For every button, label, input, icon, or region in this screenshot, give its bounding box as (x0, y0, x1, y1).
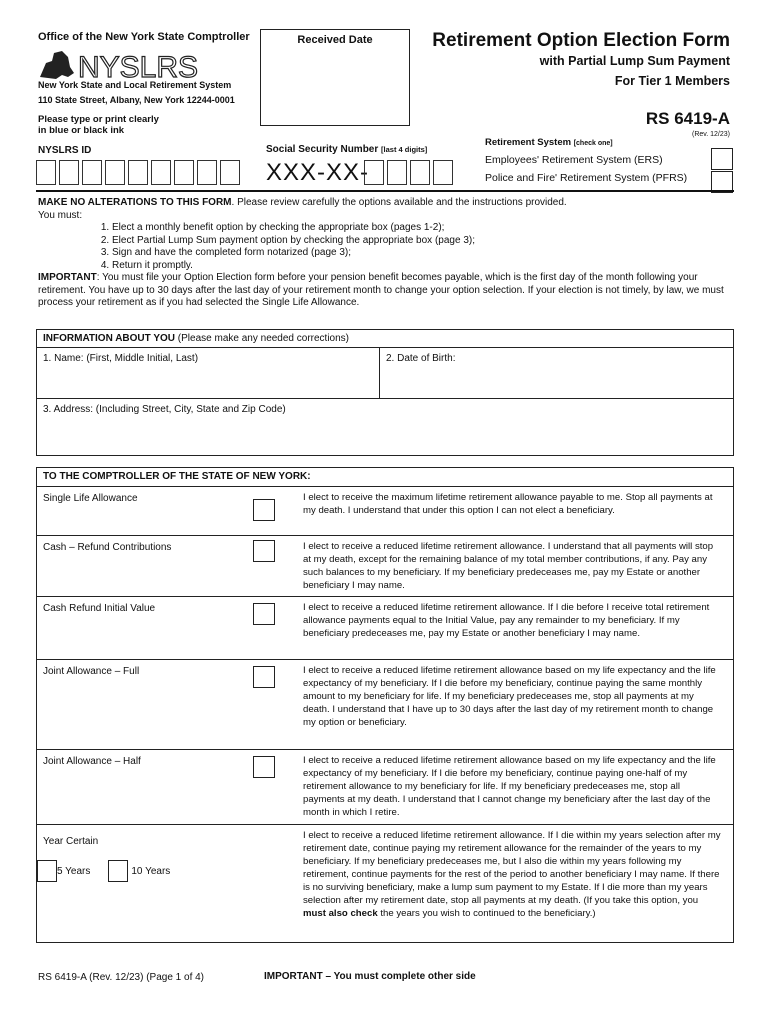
id-digit-box[interactable] (197, 160, 217, 185)
joint-allowance-full-checkbox[interactable] (253, 666, 275, 688)
new-york-state-shape-icon (40, 51, 74, 79)
joint-allowance-half-checkbox[interactable] (253, 756, 275, 778)
id-digit-box[interactable] (128, 160, 148, 185)
ers-label: Employees' Retirement System (ERS) (485, 154, 663, 166)
single-life-checkbox[interactable] (253, 499, 275, 521)
five-years-label: 5 Years (57, 865, 91, 877)
option-label: Joint Allowance – Full (43, 666, 140, 677)
system-address: 110 State Street, Albany, New York 12244-0001 (38, 95, 235, 105)
received-date-box (260, 29, 410, 126)
five-years-checkbox[interactable] (37, 860, 57, 882)
cash-refund-contributions-checkbox[interactable] (253, 540, 275, 562)
info-section (36, 329, 734, 456)
ten-years-checkbox[interactable] (108, 860, 128, 882)
instruction-step: 1. Elect a monthly benefit option by checking the appropriate box (pages 1-2); (112, 222, 734, 235)
info-heading-bold: INFORMATION ABOUT YOU (43, 333, 176, 344)
received-date-label: Received Date (297, 34, 373, 46)
ssn-digit-box[interactable] (387, 160, 407, 185)
name-dob-row (37, 348, 733, 399)
id-digit-box[interactable] (220, 160, 240, 185)
id-digit-box[interactable] (59, 160, 79, 185)
retirement-system-label (485, 137, 613, 148)
form-subtitle: with Partial Lump Sum Payment (539, 54, 730, 68)
instructions (38, 197, 734, 310)
nyslrs-id-boxes[interactable] (36, 160, 243, 185)
retirement-system-label-text: Retirement System (485, 137, 572, 148)
you-must: You must: (38, 209, 83, 221)
ssn-label-text: Social Security Number (266, 144, 379, 155)
ssn-digit-box[interactable] (433, 160, 453, 185)
system-name: New York State and Local Retirement System (38, 80, 232, 90)
address-field[interactable] (37, 399, 733, 455)
option-row (37, 660, 733, 750)
ssn-hint: [last 4 digits] (381, 145, 428, 154)
option-row (37, 750, 733, 825)
nyslrs-wordmark: NYSLRS (78, 51, 199, 84)
form-tier: For Tier 1 Members (614, 74, 730, 88)
id-digit-box[interactable] (174, 160, 194, 185)
options-section (36, 467, 734, 943)
year-certain-desc-bold: must also check (303, 908, 378, 919)
instruction-step: 2. Elect Partial Lump Sum payment option by checking the appropriate box (page 3); (112, 235, 734, 248)
important-text: : You must file your Option Election form before your pension benefit becomes payable, which is the first day of the month following your retirement. You have up to 30 days after the last day of your retirement month to change your option selection. If your election is not timely, by law, we must process your retirement as if you had selected the Single Life Allowance. (38, 272, 724, 308)
print-instruction (38, 114, 159, 136)
id-digit-box[interactable] (82, 160, 102, 185)
dob-label: 2. Date of Birth: (386, 353, 456, 364)
office-name: Office of the New York State Comptroller (38, 31, 250, 43)
ssn-prefix: XXX-XX- (266, 159, 370, 186)
ssn-digit-box[interactable] (410, 160, 430, 185)
id-digit-box[interactable] (151, 160, 171, 185)
no-alterations-line (38, 197, 734, 210)
option-label: Single Life Allowance (43, 493, 138, 504)
option-description: I elect to receive a reduced lifetime retirement allowance. I understand that all payments will stop at my death, except for the remaining balance of my total member contributions, if any. Pay any such balances to my beneficiary. If my beneficiary predeceases me, pay my Estate or another beneficiary I may name. (303, 541, 714, 591)
year-certain-label: Year Certain (43, 836, 99, 847)
important-note (38, 272, 734, 310)
cash-refund-initial-value-checkbox[interactable] (253, 603, 275, 625)
option-row (37, 536, 733, 597)
important-bold: IMPORTANT (38, 272, 97, 283)
option-description: I elect to receive a reduced lifetime retirement allowance. If I die before I receive total retirement allowance payments equal to the Initial Value, pay any remainder to my beneficiary. If my beneficiary predeceases me, pay my Estate or another beneficiary I may name. (303, 602, 710, 639)
year-certain-desc-end: the years you wish to continued to the beneficiary.) (377, 908, 596, 919)
option-description: I elect to receive the maximum lifetime retirement allowance payable to me. Stop all payments at my death. I understand that under this option I can not elect a beneficiary. (303, 492, 713, 516)
ers-checkbox[interactable] (711, 148, 733, 170)
ssn-boxes[interactable] (364, 160, 456, 185)
option-label: Cash Refund Initial Value (43, 603, 156, 614)
option-label: Joint Allowance – Half (43, 756, 141, 767)
complete-other-side: IMPORTANT – You must complete other side (264, 971, 476, 982)
name-field[interactable] (37, 348, 380, 398)
option-description: I elect to receive a reduced lifetime retirement allowance based on my life expectancy and the life expectancy of my beneficiary. If I die before my beneficiary, continue paying one-half of my retirement allowance to my beneficiary for life. If my beneficiary predeceases me, stop all payments at my death. I understand that I cannot change my beneficiary after the last day of the month in which I retire. (303, 755, 716, 818)
revision-date: (Rev. 12/23) (692, 131, 730, 138)
instruction-steps (38, 222, 734, 272)
print-instruction-line1: Please type or print clearly (38, 114, 159, 125)
option-description: I elect to receive a reduced lifetime retirement allowance based on my life expectancy and the life expectancy of my beneficiary. If I die before my beneficiary, continue paying the same monthly amount to my beneficiary for life. If my beneficiary predeceases me, stop all payments at my death. I understand that I have up to 30 days after the last day of my retirement month to change my option or beneficiary. (303, 665, 716, 728)
print-instruction-line2: in blue or black ink (38, 125, 125, 136)
instruction-step: 4. Return it promptly. (112, 260, 734, 273)
pfrs-label: Police and Fire' Retirement System (PFRS) (485, 172, 688, 184)
options-heading: TO THE COMPTROLLER OF THE STATE OF NEW YORK: (37, 468, 733, 487)
form-number: RS 6419-A (645, 109, 730, 128)
dob-field[interactable] (380, 348, 461, 398)
ten-years-label: 10 Years (131, 865, 171, 877)
form-title: Retirement Option Election Form (432, 30, 730, 51)
name-label: 1. Name: (First, Middle Initial, Last) (43, 353, 199, 364)
option-row (37, 825, 733, 942)
nyslrs-id-label: NYSLRS ID (38, 145, 92, 156)
retirement-system-hint: [check one] (573, 140, 613, 147)
address-label: 3. Address: (Including Street, City, State and Zip Code) (43, 404, 286, 415)
instruction-step: 3. Sign and have the completed form notarized (page 3); (112, 247, 734, 260)
option-description (303, 829, 723, 920)
header-divider (36, 190, 734, 192)
option-label: Cash – Refund Contributions (43, 542, 172, 553)
id-digit-box[interactable] (36, 160, 56, 185)
no-alterations-rest: . Please review carefully the options available and the instructions provided. (231, 197, 567, 208)
no-alterations-bold: MAKE NO ALTERATIONS TO THIS FORM (38, 197, 232, 208)
page-info: RS 6419-A (Rev. 12/23) (Page 1 of 4) (38, 972, 205, 983)
year-certain-desc: I elect to receive a reduced lifetime retirement allowance. If I die within my years selection after my retirement date, continue paying my retirement allowance for the remainder of the years to my beneficiary. If my beneficiary predeceases me, but I also die within my years following my retirement, continue payments for the rest of the period to another beneficiary I may name. If there is no surviving beneficiary, make a lump sum payment to my Estate. If I die more than my years selection after my retirement date, stop all payments at my death. (If you take this option, you (303, 830, 721, 906)
info-heading (37, 330, 733, 348)
ssn-digit-box[interactable] (364, 160, 384, 185)
id-digit-box[interactable] (105, 160, 125, 185)
info-heading-rest: (Please make any needed corrections) (175, 333, 350, 344)
option-row (37, 597, 733, 660)
year-certain-choices (37, 860, 170, 882)
ssn-label (266, 144, 427, 155)
option-row (37, 487, 733, 536)
